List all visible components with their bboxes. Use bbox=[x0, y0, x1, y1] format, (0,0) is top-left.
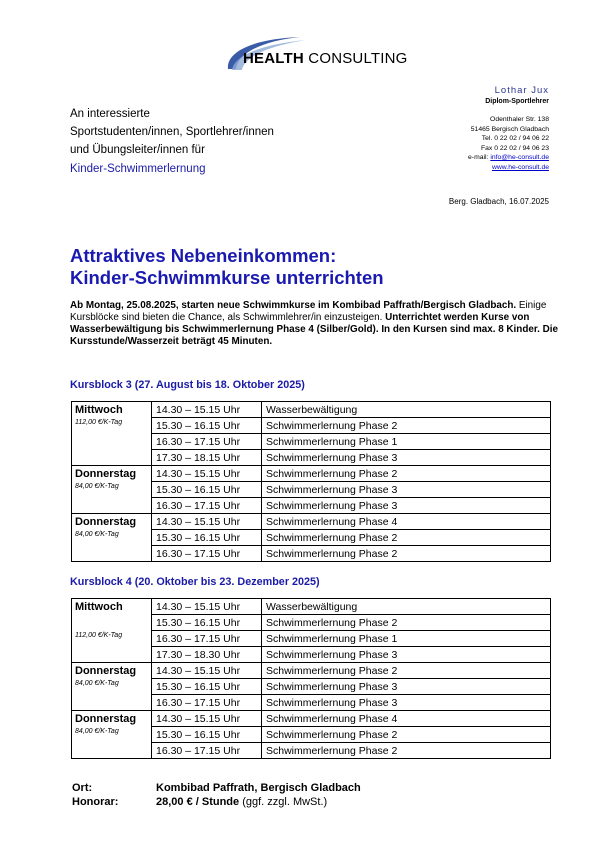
course-cell: Schwimmerlernung Phase 2 bbox=[262, 530, 551, 546]
block3-heading: Kursblock 3 (27. August bis 18. Oktober 2025) bbox=[70, 379, 305, 391]
block4-schedule-table bbox=[71, 598, 551, 759]
time-cell: 14.30 – 15.15 Uhr bbox=[152, 711, 262, 727]
table-row bbox=[72, 514, 551, 530]
course-cell: Schwimmerlernung Phase 4 bbox=[262, 514, 551, 530]
table-row bbox=[72, 679, 551, 695]
course-cell: Schwimmerlernung Phase 2 bbox=[262, 727, 551, 743]
course-cell: Schwimmerlernung Phase 1 bbox=[262, 631, 551, 647]
company-logo bbox=[243, 50, 408, 67]
day-name: Donnerstag bbox=[72, 514, 152, 530]
recipient-line-2: Sportstudenten/innen, Sportlehrer/innen bbox=[70, 126, 274, 139]
fee-value-text: 28,00 € / Stunde bbox=[156, 796, 240, 808]
day-name: Mittwoch bbox=[72, 402, 152, 418]
table-row bbox=[72, 418, 551, 434]
course-cell: Schwimmerlernung Phase 2 bbox=[262, 546, 551, 562]
day-name: Donnerstag bbox=[72, 663, 152, 679]
course-cell: Wasserbewältigung bbox=[262, 402, 551, 418]
fee-note: (ggf. zzgl. MwSt.) bbox=[239, 796, 328, 808]
day-cell-empty bbox=[72, 647, 152, 663]
recipient-line-3: und Übungsleiter/innen für bbox=[70, 144, 205, 157]
day-price: 84,00 €/K-Tag bbox=[72, 482, 152, 498]
fee-value bbox=[156, 796, 327, 808]
sender-fax: Fax 0 22 02 / 94 06 23 bbox=[480, 144, 549, 152]
time-cell: 15.30 – 16.15 Uhr bbox=[152, 615, 262, 631]
course-cell: Schwimmerlernung Phase 3 bbox=[262, 695, 551, 711]
recipient-line-4: Kinder-Schwimmerlernung bbox=[70, 162, 206, 175]
time-cell: 14.30 – 15.15 Uhr bbox=[152, 663, 262, 679]
time-cell: 14.30 – 15.15 Uhr bbox=[152, 514, 262, 530]
day-name: Mittwoch bbox=[72, 599, 152, 615]
course-cell: Schwimmerlernung Phase 2 bbox=[262, 743, 551, 759]
sender-tel: Tel. 0 22 02 / 94 06 22 bbox=[481, 135, 549, 142]
table-row bbox=[72, 711, 551, 727]
course-cell: Schwimmerlernung Phase 3 bbox=[262, 647, 551, 663]
day-cell-empty bbox=[72, 498, 152, 514]
table-row bbox=[72, 695, 551, 711]
time-cell: 16.30 – 17.15 Uhr bbox=[152, 434, 262, 450]
time-cell: 14.30 – 15.15 Uhr bbox=[152, 599, 262, 615]
table-row bbox=[72, 482, 551, 498]
table-row bbox=[72, 663, 551, 679]
time-cell: 16.30 – 17.15 Uhr bbox=[152, 743, 262, 759]
sender-city: 51465 Bergisch Gladbach bbox=[470, 125, 549, 133]
course-cell: Schwimmerlernung Phase 3 bbox=[262, 482, 551, 498]
course-cell: Schwimmerlernung Phase 2 bbox=[262, 663, 551, 679]
time-cell: 16.30 – 17.15 Uhr bbox=[152, 631, 262, 647]
course-cell: Schwimmerlernung Phase 2 bbox=[262, 466, 551, 482]
logo-word-consulting: CONSULTING bbox=[308, 50, 408, 67]
course-cell: Schwimmerlernung Phase 3 bbox=[262, 498, 551, 514]
day-price: 84,00 €/K-Tag bbox=[72, 727, 152, 743]
location-label: Ort: bbox=[72, 782, 93, 794]
location-value bbox=[156, 782, 361, 794]
day-cell-empty bbox=[72, 434, 152, 450]
table-row bbox=[72, 530, 551, 546]
time-cell: 15.30 – 16.15 Uhr bbox=[152, 679, 262, 695]
intro-normal: Einige Kursblöcke sind bieten die Chance, als Schwimmlehrer/in einzusteigen. bbox=[70, 300, 547, 323]
logo-word-health: HEALTH bbox=[243, 50, 304, 67]
time-cell: 17.30 – 18.30 Uhr bbox=[152, 647, 262, 663]
recipient-line-1: An interessierte bbox=[70, 108, 150, 120]
course-cell: Schwimmerlernung Phase 1 bbox=[262, 434, 551, 450]
time-cell: 14.30 – 15.15 Uhr bbox=[152, 402, 262, 418]
course-cell: Schwimmerlernung Phase 2 bbox=[262, 418, 551, 434]
sender-address bbox=[468, 115, 549, 172]
day-cell-empty bbox=[72, 615, 152, 631]
time-cell: 14.30 – 15.15 Uhr bbox=[152, 466, 262, 482]
time-cell: 15.30 – 16.15 Uhr bbox=[152, 418, 262, 434]
sender-web-link[interactable]: www.he-consult.de bbox=[491, 163, 549, 171]
table-row bbox=[72, 647, 551, 663]
day-cell-empty bbox=[72, 450, 152, 466]
course-cell: Wasserbewältigung bbox=[262, 599, 551, 615]
block3-schedule-table bbox=[71, 401, 551, 562]
table-row bbox=[72, 402, 551, 418]
course-cell: Schwimmerlernung Phase 3 bbox=[262, 450, 551, 466]
sender-title: Diplom-Sportlehrer bbox=[485, 98, 549, 105]
table-row bbox=[72, 434, 551, 450]
day-price: 112,00 €/K-Tag bbox=[72, 418, 152, 434]
course-cell: Schwimmerlernung Phase 4 bbox=[262, 711, 551, 727]
sender-email-label: e-mail: bbox=[468, 154, 489, 161]
day-name: Donnerstag bbox=[72, 466, 152, 482]
table-row bbox=[72, 498, 551, 514]
table-row bbox=[72, 631, 551, 647]
day-price: 84,00 €/K-Tag bbox=[72, 530, 152, 546]
table-row bbox=[72, 727, 551, 743]
table-row bbox=[72, 615, 551, 631]
location-value-text: Kombibad Paffrath, Bergisch Gladbach bbox=[156, 782, 361, 794]
time-cell: 15.30 – 16.15 Uhr bbox=[152, 482, 262, 498]
day-cell-empty bbox=[72, 743, 152, 759]
time-cell: 16.30 – 17.15 Uhr bbox=[152, 498, 262, 514]
table-row bbox=[72, 466, 551, 482]
course-cell: Schwimmerlernung Phase 3 bbox=[262, 679, 551, 695]
table-row bbox=[72, 599, 551, 615]
time-cell: 15.30 – 16.15 Uhr bbox=[152, 530, 262, 546]
day-cell-empty bbox=[72, 695, 152, 711]
intro-paragraph bbox=[70, 300, 560, 348]
table-row bbox=[72, 743, 551, 759]
title-line-2: Kinder-Schwimmkurse unterrichten bbox=[70, 267, 384, 288]
fee-label: Honorar: bbox=[72, 796, 119, 808]
sender-email-link[interactable]: info@he-consult.de bbox=[490, 154, 549, 161]
page-title bbox=[70, 245, 384, 289]
intro-bold-1: Ab Montag, 25.08.2025, starten neue Schwimmkurse im Kombibad Paffrath/Bergisch Gladbach. bbox=[70, 300, 517, 311]
title-line-1: Attraktives Nebeneinkommen: bbox=[70, 245, 337, 266]
time-cell: 15.30 – 16.15 Uhr bbox=[152, 727, 262, 743]
day-price: 84,00 €/K-Tag bbox=[72, 679, 152, 695]
block4-heading: Kursblock 4 (20. Oktober bis 23. Dezember 2025) bbox=[70, 576, 320, 588]
sender-street: Odenthaler Str. 138 bbox=[490, 116, 549, 123]
sender-name: Lothar Jux bbox=[494, 85, 549, 96]
time-cell: 17.30 – 18.15 Uhr bbox=[152, 450, 262, 466]
day-price: 112,00 €/K-Tag bbox=[72, 631, 152, 647]
recipient-block bbox=[70, 105, 274, 178]
table-row bbox=[72, 546, 551, 562]
table-row bbox=[72, 450, 551, 466]
course-cell: Schwimmerlernung Phase 2 bbox=[262, 615, 551, 631]
time-cell: 16.30 – 17.15 Uhr bbox=[152, 546, 262, 562]
letter-date: Berg. Gladbach, 16.07.2025 bbox=[448, 197, 549, 206]
intro-bold-2: Unterrichtet werden Kurse von Wasserbewältigung bis Schwimmerlernung Phase 4 (Silber/Gold). In den Kursen sind max. 8 Kinder. Die Kursstunde/Wasserzeit beträgt 45 Minuten. bbox=[70, 312, 559, 347]
day-cell-empty bbox=[72, 546, 152, 562]
day-name: Donnerstag bbox=[72, 711, 152, 727]
time-cell: 16.30 – 17.15 Uhr bbox=[152, 695, 262, 711]
